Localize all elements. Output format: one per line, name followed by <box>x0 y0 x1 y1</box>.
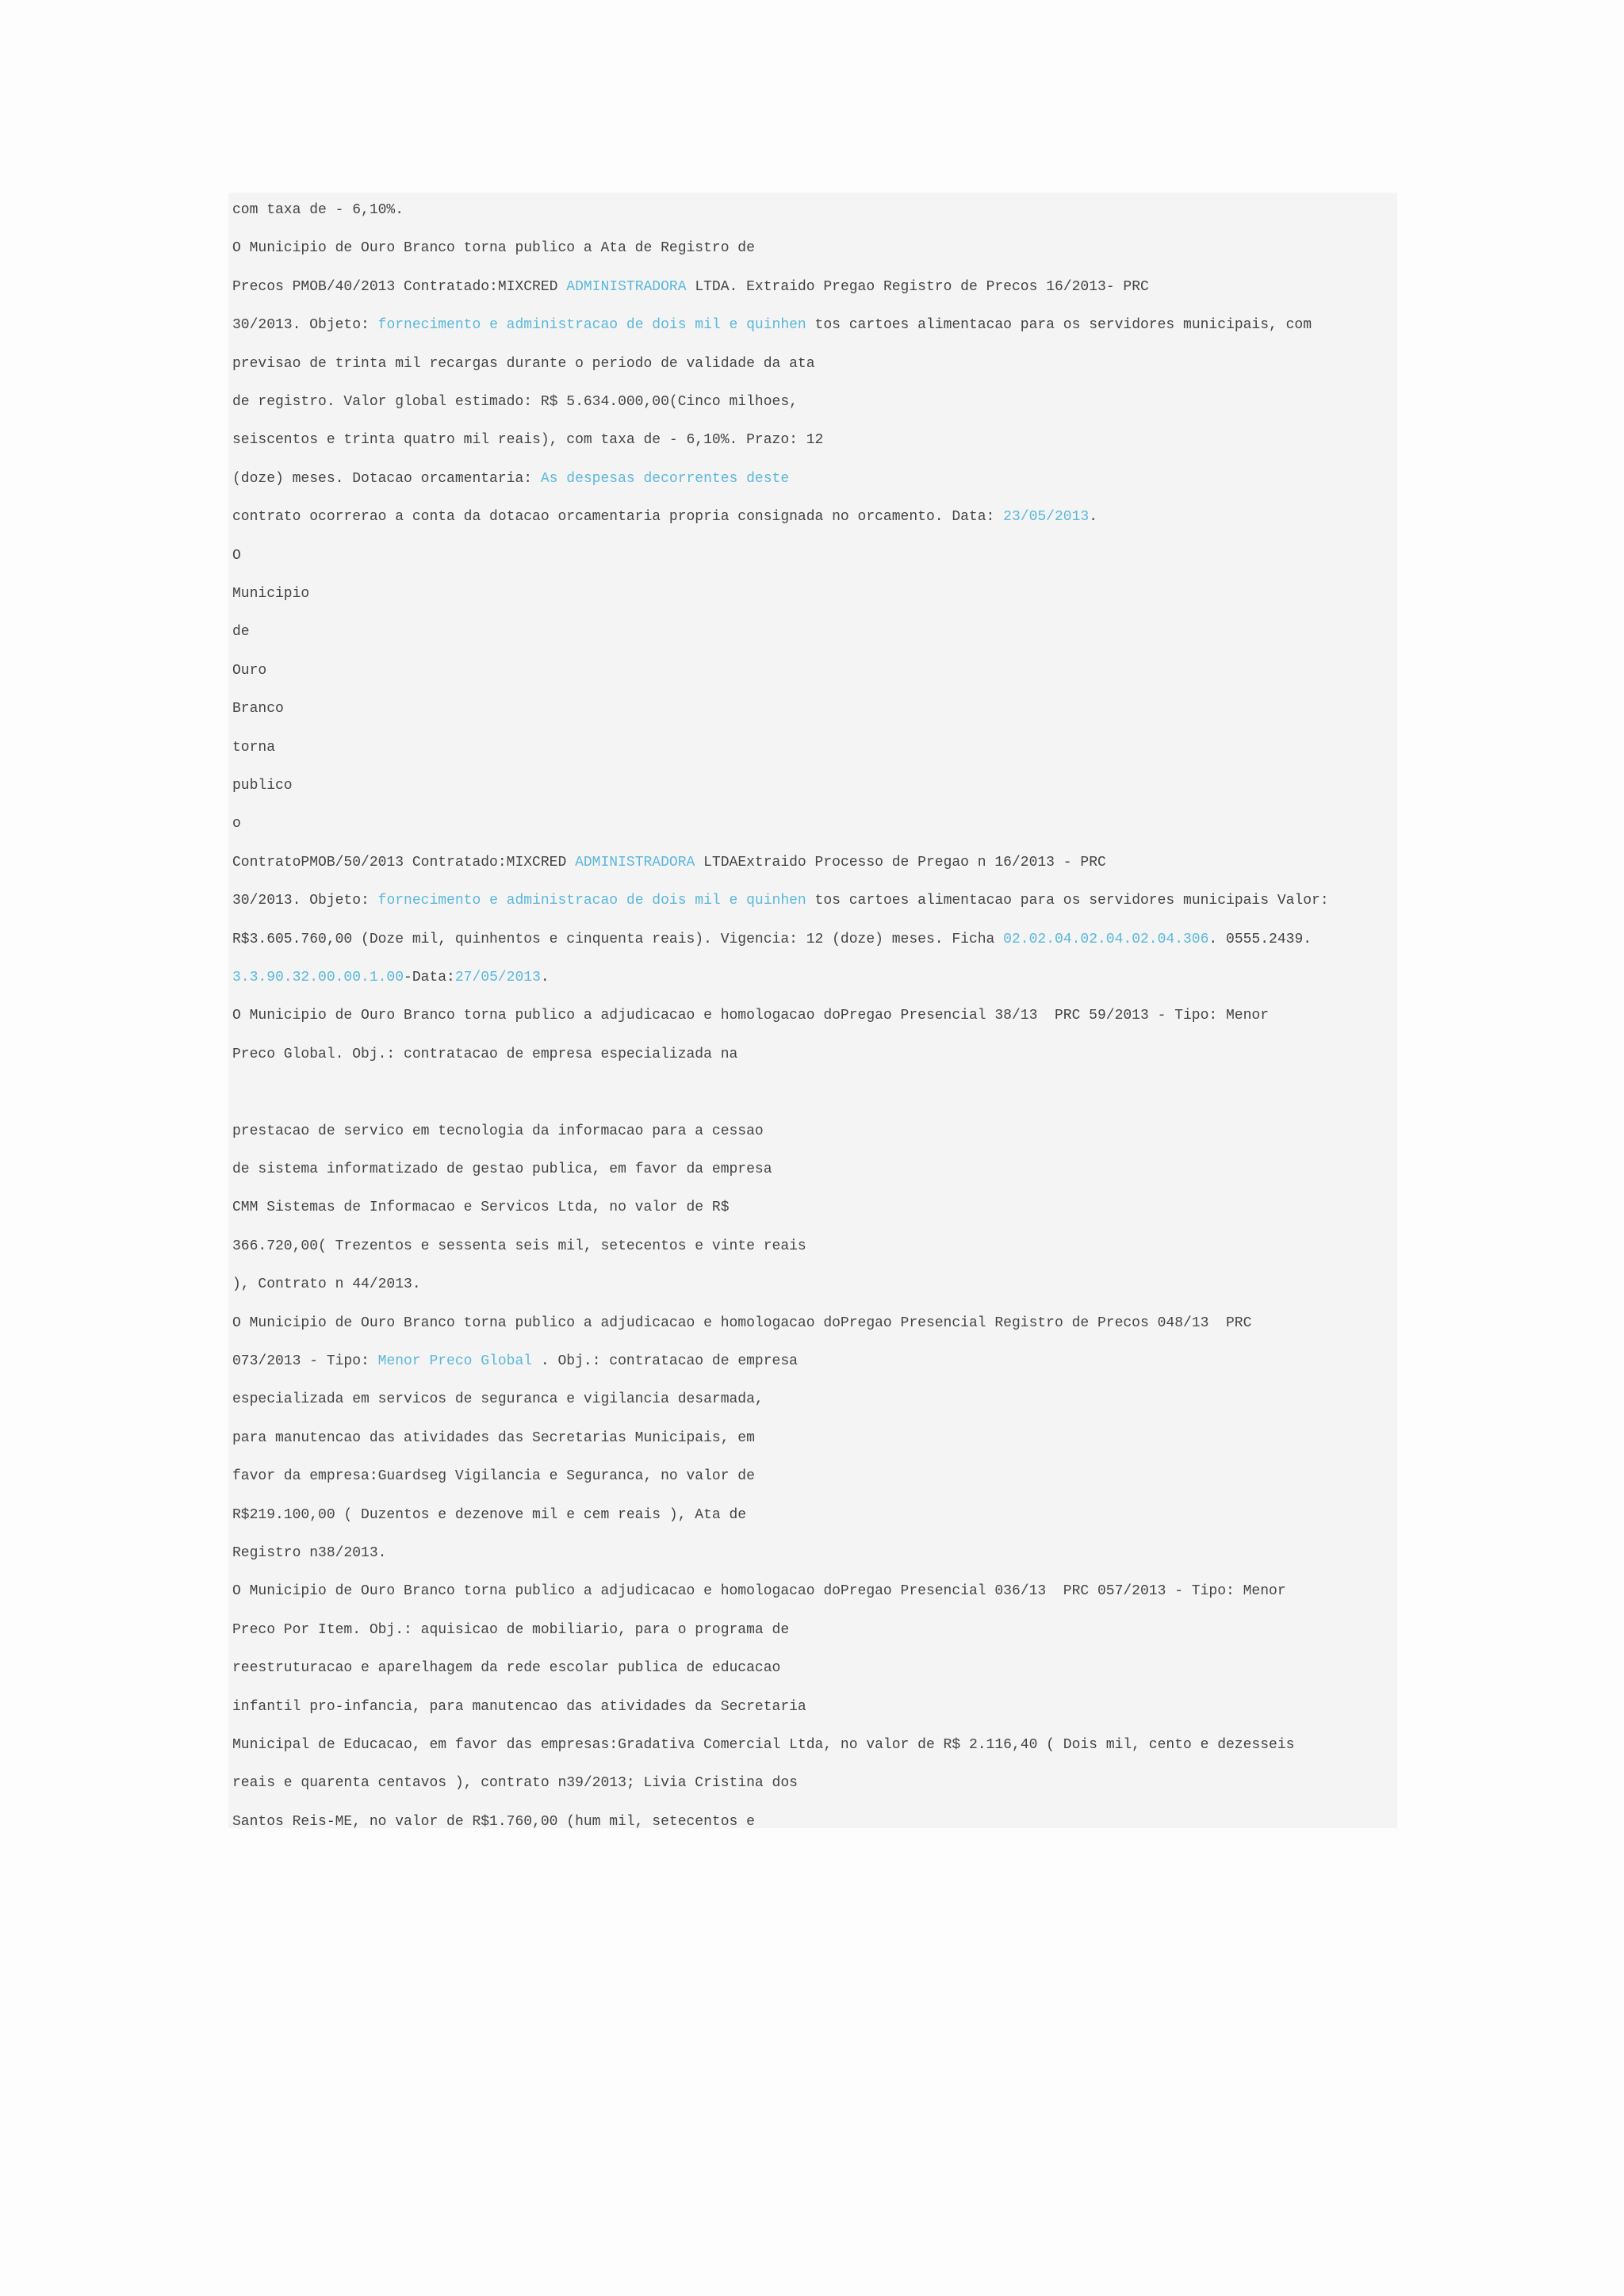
text-segment: favor da empresa:Guardseg Vigilancia e Seguranca, no valor de <box>232 1468 755 1485</box>
text-line <box>232 928 1312 951</box>
text-line <box>232 1733 1294 1757</box>
text-segment: publico <box>232 778 293 794</box>
text-line <box>232 1771 798 1795</box>
text-line <box>232 505 1097 529</box>
highlighted-text: fornecimento e administracao de dois mil e quinhen <box>377 893 806 909</box>
text-segment: O Municipio de Ouro Branco torna publico a adjudicacao e homologacao doPregao Presencial 036/13 PRC 057/2013 - Tipo: Menor <box>232 1583 1286 1600</box>
text-line <box>232 1695 806 1719</box>
text-line <box>232 697 284 721</box>
text-line <box>232 659 266 683</box>
text-segment: 073/2013 - Tipo: <box>232 1353 378 1369</box>
text-line <box>232 851 1106 874</box>
highlighted-text: 02.02.04.02.04.02.04.306 <box>1003 931 1209 947</box>
text-line <box>232 1503 746 1527</box>
highlighted-text: 23/05/2013 <box>1003 509 1090 526</box>
text-segment: -Data: <box>404 970 455 985</box>
text-line <box>232 1579 1286 1603</box>
text-line <box>232 1387 764 1411</box>
text-line <box>232 544 241 568</box>
text-segment: ContratoPMOB/50/2013 Contratado:MIXCRED <box>232 854 576 871</box>
text-segment: 366.720,00( Trezentos e sessenta seis mil, setecentos e vinte reais <box>232 1238 806 1254</box>
text-line <box>232 467 789 491</box>
text-line <box>232 774 293 798</box>
text-segment: previsao de trinta mil recargas durante o periodo de validade da ata <box>232 355 815 372</box>
text-line <box>232 812 241 836</box>
text-segment: o <box>232 816 241 832</box>
text-line <box>232 1464 755 1488</box>
text-segment: O Municipio de Ouro Branco torna publico a adjudicacao e homologacao doPregao Presencial Registro de Precos 048/13 PRC <box>232 1314 1252 1331</box>
text-segment: especializada em servicos de seguranca e vigilancia desarmada, <box>232 1391 764 1408</box>
text-segment: tos cartoes alimentacao para os servidores municipais, com <box>806 317 1312 334</box>
text-segment: ), Contrato n 44/2013. <box>232 1276 421 1293</box>
text-line <box>232 275 1149 299</box>
text-segment: Preco Global. Obj.: contratacao de empresa especializada na <box>232 1046 738 1062</box>
text-segment: Municipal de Educacao, em favor das empresas:Gradativa Comercial Ltda, no valor de R$ 2.116,40 ( Dois mil, cento e dezesseis <box>232 1737 1295 1753</box>
text-segment: Santos Reis-ME, no valor de R$1.760,00 (hum mil, setecentos e <box>232 1813 755 1830</box>
text-line <box>232 1541 386 1565</box>
text-line <box>232 736 275 760</box>
highlighted-text: As despesas decorrentes deste <box>540 470 790 487</box>
text-line <box>232 1426 755 1450</box>
highlighted-text: fornecimento e administracao de dois mil e quinhen <box>377 317 806 334</box>
text-segment: LTDAExtraido Processo de Pregao n 16/2013 - PRC <box>695 854 1106 871</box>
text-segment: reais e quarenta centavos ), contrato n39/2013; Livia Cristina dos <box>232 1775 798 1792</box>
text-line <box>232 620 250 644</box>
text-line <box>232 1234 806 1258</box>
text-line <box>232 889 1329 913</box>
text-segment: de <box>232 624 250 641</box>
text-segment: para manutencao das atividades das Secretarias Municipais, em <box>232 1429 755 1446</box>
text-segment: reestruturacao e aparelhagem da rede escolar publica de educacao <box>232 1660 781 1677</box>
text-segment: Ouro <box>232 662 267 679</box>
text-segment: . Obj.: contratacao de empresa <box>532 1353 798 1369</box>
text-line <box>232 198 404 222</box>
text-segment: O <box>232 547 241 564</box>
text-line <box>232 236 755 260</box>
text-segment: CMM Sistemas de Informacao e Servicos Ltda, no valor de R$ <box>232 1200 730 1216</box>
text-line <box>232 1311 1251 1335</box>
text-line <box>232 1618 789 1642</box>
text-segment: . <box>540 970 550 985</box>
text-segment: O Municipio de Ouro Branco torna publico a adjudicacao e homologacao doPregao Presencial 38/13 PRC 59/2013 - Tipo: Menor <box>232 1008 1270 1024</box>
text-segment: de sistema informatizado de gestao publica, em favor da empresa <box>232 1161 772 1177</box>
text-segment: seiscentos e trinta quatro mil reais), com taxa de - 6,10%. Prazo: 12 <box>232 432 824 449</box>
highlighted-text: 3.3.90.32.00.00.1.00 <box>232 970 404 985</box>
highlighted-text: 27/05/2013 <box>454 970 541 985</box>
text-segment: infantil pro-infancia, para manutencao das atividades da Secretaria <box>232 1698 806 1715</box>
text-line <box>232 1119 764 1143</box>
text-line <box>232 966 550 989</box>
text-segment: prestacao de servico em tecnologia da informacao para a cessao <box>232 1123 764 1139</box>
text-segment: R$219.100,00 ( Duzentos e dezenove mil e cem reais ), Ata de <box>232 1506 747 1523</box>
text-segment: O Municipio de Ouro Branco torna publico a Ata de Registro de <box>232 240 755 257</box>
text-segment: . 0555.2439. <box>1208 931 1312 947</box>
text-segment: Preco Por Item. Obj.: aquisicao de mobiliario, para o programa de <box>232 1621 790 1638</box>
text-segment: R$3.605.760,00 (Doze mil, quinhentos e cinquenta reais). Vigencia: 12 (doze) meses. Ficha <box>232 931 1004 947</box>
text-line <box>232 428 823 452</box>
text-segment: LTDA. Extraido Pregao Registro de Precos 16/2013- PRC <box>686 278 1149 295</box>
highlighted-text: ADMINISTRADORA <box>575 854 695 871</box>
text-segment: 30/2013. Objeto: <box>232 317 378 334</box>
text-line <box>232 390 798 414</box>
text-line <box>232 582 309 606</box>
text-segment: tos cartoes alimentacao para os servidores municipais Valor: <box>806 893 1329 909</box>
text-line <box>232 1158 772 1181</box>
text-line <box>232 1349 798 1373</box>
text-segment: 30/2013. Objeto: <box>232 893 378 909</box>
text-line <box>232 1656 780 1680</box>
text-line <box>232 1196 730 1219</box>
text-line <box>232 352 815 376</box>
text-segment: de registro. Valor global estimado: R$ 5.634.000,00(Cinco milhoes, <box>232 394 798 410</box>
text-line <box>232 1004 1269 1027</box>
text-segment: Precos PMOB/40/2013 Contratado:MIXCRED <box>232 278 567 295</box>
text-segment: Registro n38/2013. <box>232 1545 387 1561</box>
text-line <box>232 1272 421 1296</box>
text-segment: (doze) meses. Dotacao orcamentaria: <box>232 470 541 487</box>
highlighted-text: Menor Preco Global <box>377 1353 533 1369</box>
text-segment: Branco <box>232 701 284 718</box>
text-segment: com taxa de - 6,10%. <box>232 202 404 218</box>
highlighted-text: ADMINISTRADORA <box>566 278 687 295</box>
text-line <box>232 1043 737 1066</box>
text-segment: Municipio <box>232 586 310 602</box>
text-line <box>232 313 1312 337</box>
text-segment: contrato ocorrerao a conta da dotacao orcamentaria propria consignada no orcamento. Data: <box>232 509 1004 526</box>
text-segment: . <box>1089 509 1098 526</box>
text-segment: torna <box>232 739 276 756</box>
text-line <box>232 1810 755 1834</box>
